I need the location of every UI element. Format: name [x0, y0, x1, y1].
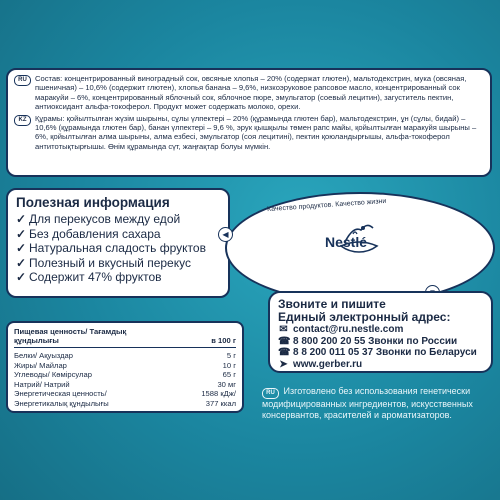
gmo-note-text: Изготовлено без использования генетически модифицированных ингредиентов, искусственных консервантов, красителей и ароматизаторов.: [262, 386, 473, 420]
chevron-left-icon: ◀: [218, 227, 233, 242]
ingredients-kz: [14, 114, 484, 152]
list-item: ✓ Полезный и вкусный перекус: [16, 256, 220, 271]
list-item: ✓ Натуральная сладость фруктов: [16, 241, 220, 256]
nutrition-label: Энергетическая ценность/: [14, 389, 107, 399]
nutrition-value: 10 г: [222, 360, 236, 370]
list-item: ✓ Содержит 47% фруктов: [16, 270, 220, 285]
table-row: [14, 370, 236, 380]
nutrition-label: Натрий/ Натрий: [14, 379, 70, 389]
nutrition-value: 65 г: [222, 370, 236, 380]
language-badge-ru: RU: [262, 388, 279, 399]
ingredients-kz-text: Құрамы: қойылтылған жүзім шырыны, сұлы үлпектері – 20% (құрамында глютен бар), мальтодекстрин, ұн (сұлы, бидай) – 10,6% (құрамында глютен бар), банан үлпектері – 9,6 %, эрук қышқылы төмен рапс майы, қойылтылған маракуйя шырыны – 6%, қойылтылған алма шырыны, алма езбесі, эмульгатор (соя лецитині), пектин қоюландырғышы, альфа-токоферол антитотықтырғышы. Өнім құрамында сүт, жаңғақтар болуы мүмкін.: [35, 113, 477, 151]
nutrition-header-label: Пищевая ценность/ Тағамдық құндылығы: [14, 327, 127, 345]
contact-phone-by[interactable]: 8 8 200 011 05 37 Звонки по Беларуси: [293, 347, 477, 358]
contact-panel: [268, 291, 493, 373]
brand-name: Nestlé: [325, 234, 368, 250]
brand-tagline: Качество продуктов. Качество жизни: [266, 197, 387, 214]
nutrition-value: 5 г: [226, 351, 236, 360]
contact-phone-ru[interactable]: 8 800 200 20 55 Звонки по России: [293, 335, 458, 347]
envelope-icon: ✉: [279, 324, 288, 335]
useful-info-panel: [6, 188, 230, 298]
useful-info-list: [16, 212, 220, 285]
contact-phone-ru-line: [278, 336, 483, 348]
contact-title: Звоните и пишите: [278, 297, 386, 311]
nutrition-label: Энергетикалық құндылығы: [14, 398, 109, 408]
nutrition-value: 30 мг: [217, 379, 236, 389]
gmo-note: [262, 386, 494, 420]
nutrition-label: Жиры/ Майлар: [14, 360, 67, 370]
list-item: ✓ Для перекусов между едой: [16, 212, 220, 227]
useful-info-title: Полезная информация: [16, 195, 170, 210]
table-row: [14, 399, 236, 409]
pointer-icon: ➤: [279, 358, 288, 370]
nutrition-label: Углеводы/ Көмірсулар: [14, 370, 92, 380]
brand-oval: [225, 192, 495, 304]
phone-icon: ☎: [278, 347, 291, 358]
contact-email-line: [278, 324, 483, 336]
nutrition-header: [14, 327, 236, 348]
contact-email[interactable]: contact@ru.nestle.com: [293, 324, 404, 335]
table-row: [14, 351, 236, 361]
nutrition-header-unit: в 100 г: [211, 336, 236, 345]
contact-subtitle: Единый электронный адрес:: [278, 310, 451, 324]
table-row: [14, 380, 236, 390]
nutrition-label: Белки/ Ақуыздар: [14, 351, 74, 360]
contact-web[interactable]: www.gerber.ru: [293, 358, 363, 370]
nutrition-value: 1588 кДж/: [201, 389, 236, 399]
list-item: ✓ Без добавления сахара: [16, 227, 220, 242]
contact-web-line: [278, 359, 483, 371]
phone-icon: ☎: [278, 335, 291, 347]
contact-phone-by-line: [278, 347, 483, 359]
language-badge-kz: KZ: [14, 115, 31, 126]
ingredients-ru-text: Состав: концентрированный виноградный сок, овсяные хлопья – 20% (содержат глютен), мальтодекстрин, мука (овсяная, пшеничная) – 10,6% (содержит глютен), хлопья банана – 9,6%, низкоэруковое рапсовое масло, концентрированный сок маракуйи – 6%, концентрированный яблочный сок, яблочное пюре, эмульгатор (соевый лецитин), загуститель пектин, антиоксидант альфа-токоферол. Продукт может содержать молоко, орехи.: [35, 74, 467, 112]
ingredients-ru: [14, 74, 484, 112]
table-row: [14, 389, 236, 399]
table-row: [14, 361, 236, 371]
ingredients-panel: [6, 68, 492, 177]
nutrition-table: [6, 321, 244, 413]
nutrition-value: 377 ккал: [205, 398, 236, 408]
language-badge-ru: RU: [14, 75, 31, 86]
